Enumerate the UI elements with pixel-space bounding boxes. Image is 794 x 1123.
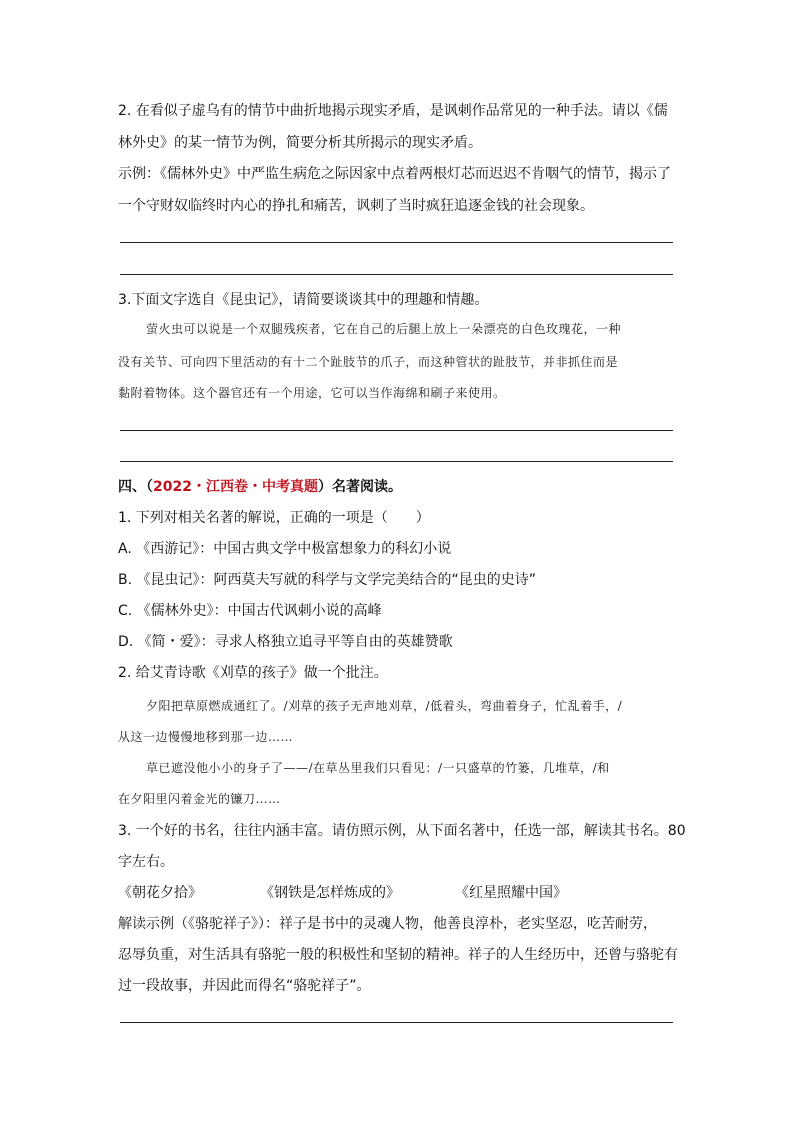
- s4-q1-prompt: 1. 下列对相关名著的解说，正确的一项是（ ）: [118, 510, 430, 526]
- q2-prompt-line1: 2. 在看似子虚乌有的情节中曲折地揭示现实矛盾，是讽刺作品常见的一种手法。请以《儒: [118, 103, 668, 119]
- q3-passage-line1: 萤火虫可以说是一个双腿残疾者，它在自己的后腿上放上一朵漂亮的白色玫瑰花，一种: [146, 322, 622, 336]
- s4-q1-option-a: A. 《西游记》：中国古典文学中极富想象力的科幻小说: [118, 541, 452, 557]
- q3-passage-line3: 黏附着物体。这个器官还有一个用途，它可以当作海绵和刷子来使用。: [118, 386, 506, 400]
- s4-q2-poem-line3: 草已遮没他小小的身子了——/在草丛里我们只看见：/一只盛草的竹篓，几堆草，/和: [146, 761, 610, 775]
- s4-q1-option-b: B. 《昆虫记》：阿西莫夫写就的科学与文学完美结合的“昆虫的史诗”: [118, 572, 537, 588]
- book-title: 《朝花夕拾》: [118, 885, 202, 901]
- answer-line: [120, 274, 673, 275]
- q2-prompt-line2: 林外史》的某一情节为例，简要分析其所揭示的现实矛盾。: [118, 135, 482, 151]
- section4-number: 四、（: [118, 479, 153, 495]
- section4-tail: ）名著阅读。: [317, 479, 402, 495]
- answer-line: [120, 242, 673, 243]
- q2-example-line2: 一个守财奴临终时内心的挣扎和痛苦，讽刺了当时疯狂追逐金钱的社会现象。: [118, 198, 594, 214]
- section4-heading: [118, 477, 678, 497]
- s4-q3-example-line2: 忍辱负重，对生活具有骆驼一般的积极性和坚韧的精神。祥子的人生经历中，还曾与骆驼有: [118, 947, 678, 963]
- s4-q3-example-line3: 过一段故事，并因此而得名“骆驼祥子”。: [118, 978, 371, 994]
- s4-q1-option-d: D. 《简・爱》：寻求人格独立追寻平等自由的英雄赞歌: [118, 634, 453, 650]
- q3-passage-line2: 没有关节、可向四下里活动的有十二个趾肢节的爪子，而这种管状的趾肢节，并非抓住而是: [118, 355, 619, 369]
- book-title: 《钢铁是怎样炼成的》: [260, 885, 400, 901]
- s4-q2-poem-line1: 夕阳把草原燃成通红了。/刈草的孩子无声地刈草，/低着头，弯曲着身子，忙乱着手，/: [146, 699, 623, 713]
- book-title: 《红星照耀中国》: [455, 885, 567, 901]
- s4-q2-prompt: 2. 给艾青诗歌《刈草的孩子》做一个批注。: [118, 665, 388, 681]
- answer-line: [120, 461, 673, 462]
- answer-line: [120, 1022, 673, 1023]
- answer-line: [120, 430, 673, 431]
- s4-q2-poem-line2: 从这一边慢慢地移到那一边……: [118, 730, 294, 744]
- s4-q3-prompt-line2: 字左右。: [118, 854, 174, 870]
- section4-source: 2022・江西卷・中考真题: [153, 479, 318, 495]
- s4-q1-option-c: C. 《儒林外史》：中国古代讽刺小说的高峰: [118, 603, 382, 619]
- s4-q3-prompt-line1: 3. 一个好的书名，往往内涵丰富。请仿照示例，从下面名著中，任选一部，解读其书名。80: [118, 823, 686, 839]
- q2-example-line1: 示例：《儒林外史》中严监生病危之际因家中点着两根灯芯而迟迟不肯咽气的情节，揭示了: [118, 166, 671, 182]
- s4-q2-poem-line4: 在夕阳里闪着金光的镰刀……: [118, 792, 281, 806]
- s4-q3-example-line1: 解读示例（《骆驼祥子》）：祥子是书中的灵魂人物，他善良淳朴，老实坚忍，吃苦耐劳，: [118, 916, 657, 932]
- q3-prompt: 3.下面文字选自《昆虫记》，请简要谈谈其中的理趣和情趣。: [118, 292, 489, 308]
